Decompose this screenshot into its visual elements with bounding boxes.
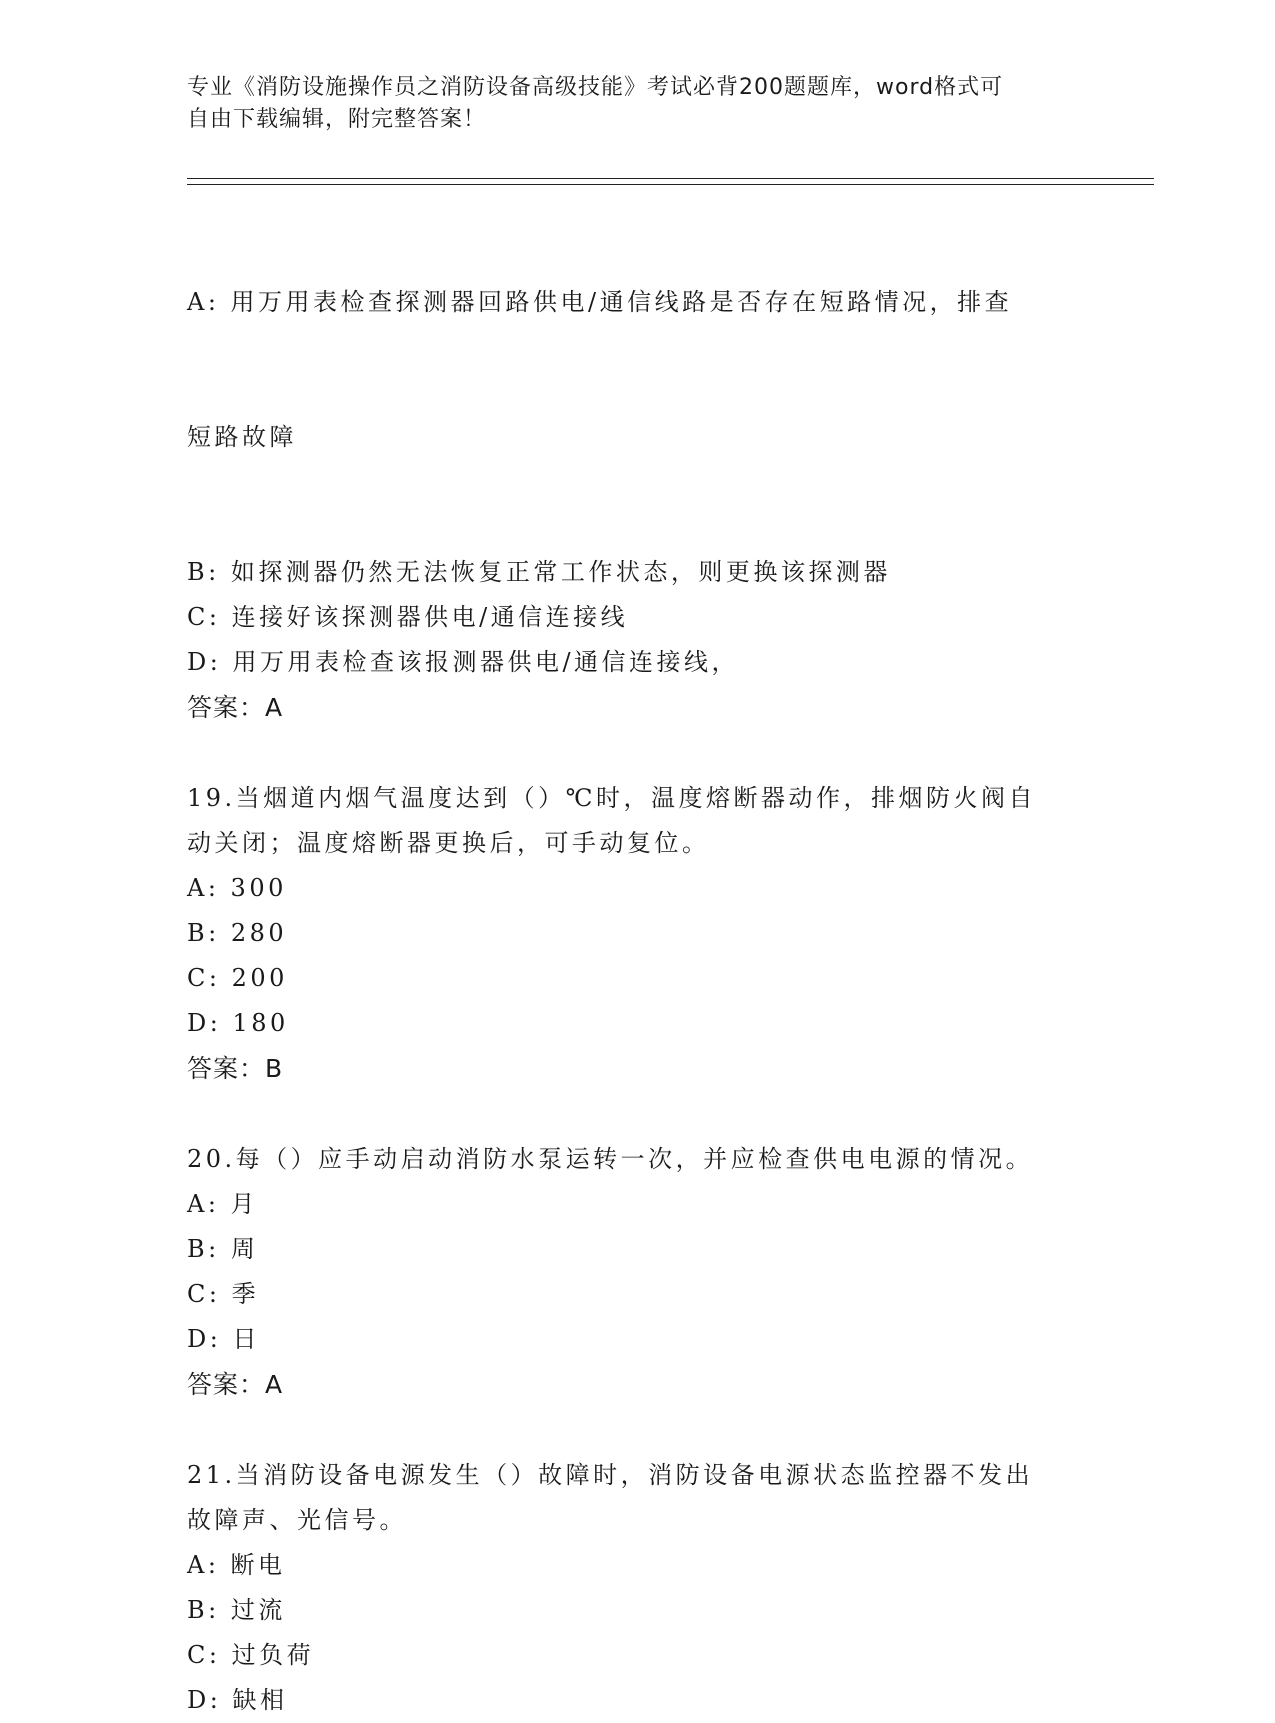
document-header xyxy=(187,72,1067,136)
option-c: C: 连接好该探测器供电/通信连接线 xyxy=(187,603,629,631)
option-a: A: 月 xyxy=(187,1190,259,1218)
question-content xyxy=(187,190,1087,1723)
question-stem xyxy=(187,776,1087,866)
question-stem xyxy=(187,1453,1087,1543)
option-b: B: 过流 xyxy=(187,1596,286,1624)
question-18 xyxy=(187,190,1087,730)
header-line-2: 自由下载编辑，附完整答案！ xyxy=(187,107,487,132)
option-c: C: 季 xyxy=(187,1280,260,1308)
question-stem-line-1: 19.当烟道内烟气温度达到（）℃时，温度熔断器动作，排烟防火阀自 xyxy=(187,784,1037,812)
question-20 xyxy=(187,1137,1087,1407)
option-d: D: 180 xyxy=(187,1009,289,1037)
question-stem-line-1: 20.每（）应手动启动消防水泵运转一次，并应检查供电电源的情况。 xyxy=(187,1145,1034,1173)
option-a: A: 300 xyxy=(187,874,287,902)
question-stem-line-2: 故障声、光信号。 xyxy=(187,1506,407,1534)
header-line-1: 专业《消防设施操作员之消防设备高级技能》考试必背200题题库，word格式可 xyxy=(187,75,1004,100)
option-c: C: 过负荷 xyxy=(187,1641,315,1669)
option-a-line-1: A: 用万用表检查探测器回路供电/通信线路是否存在短路情况，排查 xyxy=(187,288,1013,316)
header-divider-top xyxy=(187,178,1154,179)
option-b: B: 280 xyxy=(187,919,288,947)
question-21 xyxy=(187,1453,1087,1723)
header-divider-bottom xyxy=(187,184,1154,185)
answer-label: 答案：A xyxy=(187,1370,284,1399)
option-a: A: 断电 xyxy=(187,1551,286,1579)
question-stem xyxy=(187,1137,1087,1182)
option-d: D: 日 xyxy=(187,1325,260,1353)
option-d: D: 用万用表检查该报测器供电/通信连接线， xyxy=(187,648,740,676)
option-c: C: 200 xyxy=(187,964,288,992)
answer-label: 答案：B xyxy=(187,1054,284,1083)
option-a-line-2: 短路故障 xyxy=(187,423,297,451)
question-stem-line-2: 动关闭；温度熔断器更换后，可手动复位。 xyxy=(187,829,710,857)
question-19 xyxy=(187,776,1087,1091)
option-b: B: 周 xyxy=(187,1235,259,1263)
answer-label: 答案：A xyxy=(187,693,284,722)
option-b: B: 如探测器仍然无法恢复正常工作状态，则更换该探测器 xyxy=(187,558,891,586)
option-d: D: 缺相 xyxy=(187,1686,288,1714)
question-stem-line-1: 21.当消防设备电源发生（）故障时，消防设备电源状态监控器不发出 xyxy=(187,1461,1034,1489)
option-a xyxy=(187,190,1087,550)
